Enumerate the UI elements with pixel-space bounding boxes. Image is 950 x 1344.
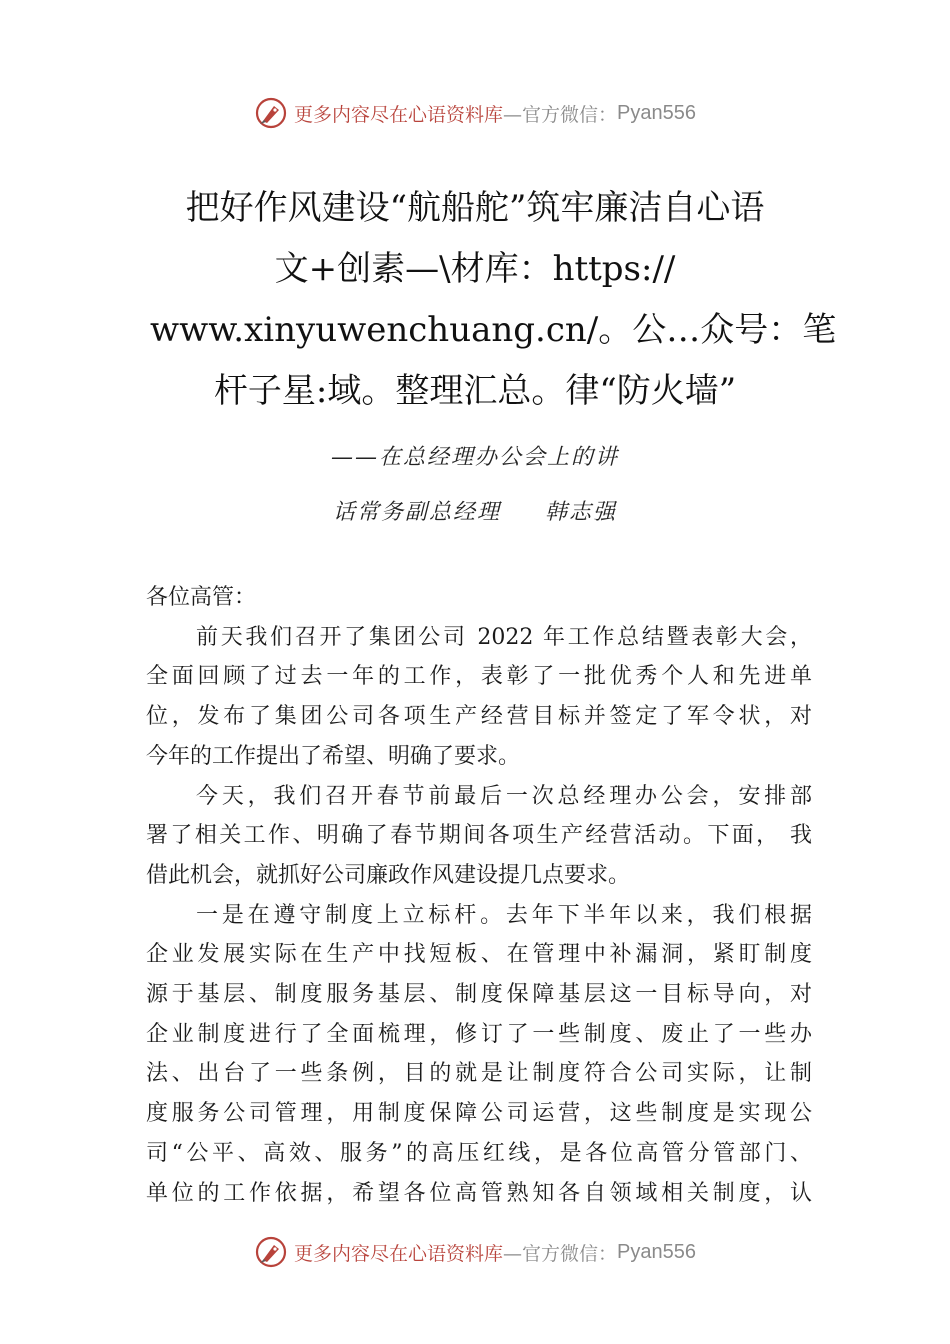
title-line: 文+创素—\材库：https:// bbox=[274, 249, 676, 289]
body-line: 前天我们召开了集团公司 2022 年工作总结暨表彰大会， bbox=[196, 624, 812, 650]
banner-grey-text: —官方微信： bbox=[503, 1242, 618, 1265]
pen-nib-icon bbox=[254, 96, 288, 130]
title-line: 把好作风建设“航船舵”筑牢廉洁自心语 bbox=[185, 188, 765, 228]
salutation: 各位高管： bbox=[146, 585, 257, 610]
speaker-name: 韩志强 bbox=[545, 500, 618, 525]
body-line: 今年的工作提出了希望、明确了要求。 bbox=[146, 743, 521, 769]
footer-banner bbox=[0, 1232, 950, 1272]
banner-wechat-id: Pyan556 bbox=[617, 1240, 696, 1263]
body-line: 署了相关工作、明确了春节期间各项生产经营活动。下面， 我 bbox=[146, 823, 812, 849]
body-line: 单位的工作依据，希望各位高管熟知各自领域相关制度，认 bbox=[146, 1180, 812, 1206]
banner-grey-text: —官方微信： bbox=[503, 103, 618, 126]
banner-red-text: 更多内容尽在心语资料库 bbox=[294, 103, 504, 126]
body-line: 企业发展实际在生产中找短板、在管理中补漏洞，紧盯制度 bbox=[146, 942, 812, 968]
title-line: www.xinyuwenchuang.cn/。公…众号：笔 bbox=[150, 310, 837, 350]
banner-wechat-id: Pyan556 bbox=[617, 101, 696, 124]
document-body bbox=[146, 578, 812, 1213]
body-line: 司“公平、高效、服务”的高压红线，是各位高管分管部门、 bbox=[146, 1140, 812, 1166]
body-line: 今天，我们召开春节前最后一次总经理办公会，安排部 bbox=[196, 783, 812, 809]
body-line: 借此机会，就抓好公司廉政作风建设提几点要求。 bbox=[146, 862, 631, 888]
body-line: 源于基层、制度服务基层、制度保障基层这一目标导向，对 bbox=[146, 982, 812, 1008]
header-banner bbox=[0, 93, 950, 133]
body-line: 法、出台了一些条例，目的就是让制度符合公司实际，让制 bbox=[146, 1061, 812, 1087]
body-line: 位，发布了集团公司各项生产经营目标并签定了军令状，对 bbox=[146, 704, 812, 730]
subtitle-line: ——在总经理办公会上的讲 bbox=[330, 445, 619, 470]
document-title bbox=[150, 178, 837, 422]
body-line: 度服务公司管理，用制度保障公司运营，这些制度是实现公 bbox=[146, 1101, 812, 1127]
speaker-role: 话常务副总经理 bbox=[332, 500, 501, 525]
speaker-line bbox=[150, 495, 800, 526]
body-line: 企业制度进行了全面梳理，修订了一些制度、废止了一些办 bbox=[146, 1021, 812, 1047]
body-line: 一是在遵守制度上立标杆。去年下半年以来，我们根据 bbox=[196, 902, 812, 928]
pen-nib-icon bbox=[254, 1235, 288, 1269]
banner-red-text: 更多内容尽在心语资料库 bbox=[294, 1242, 504, 1265]
body-line: 全面回顾了过去一年的工作，表彰了一批优秀个人和先进单 bbox=[146, 664, 812, 690]
title-line: 杆子星:域。整理汇总。律“防火墙” bbox=[213, 371, 737, 411]
